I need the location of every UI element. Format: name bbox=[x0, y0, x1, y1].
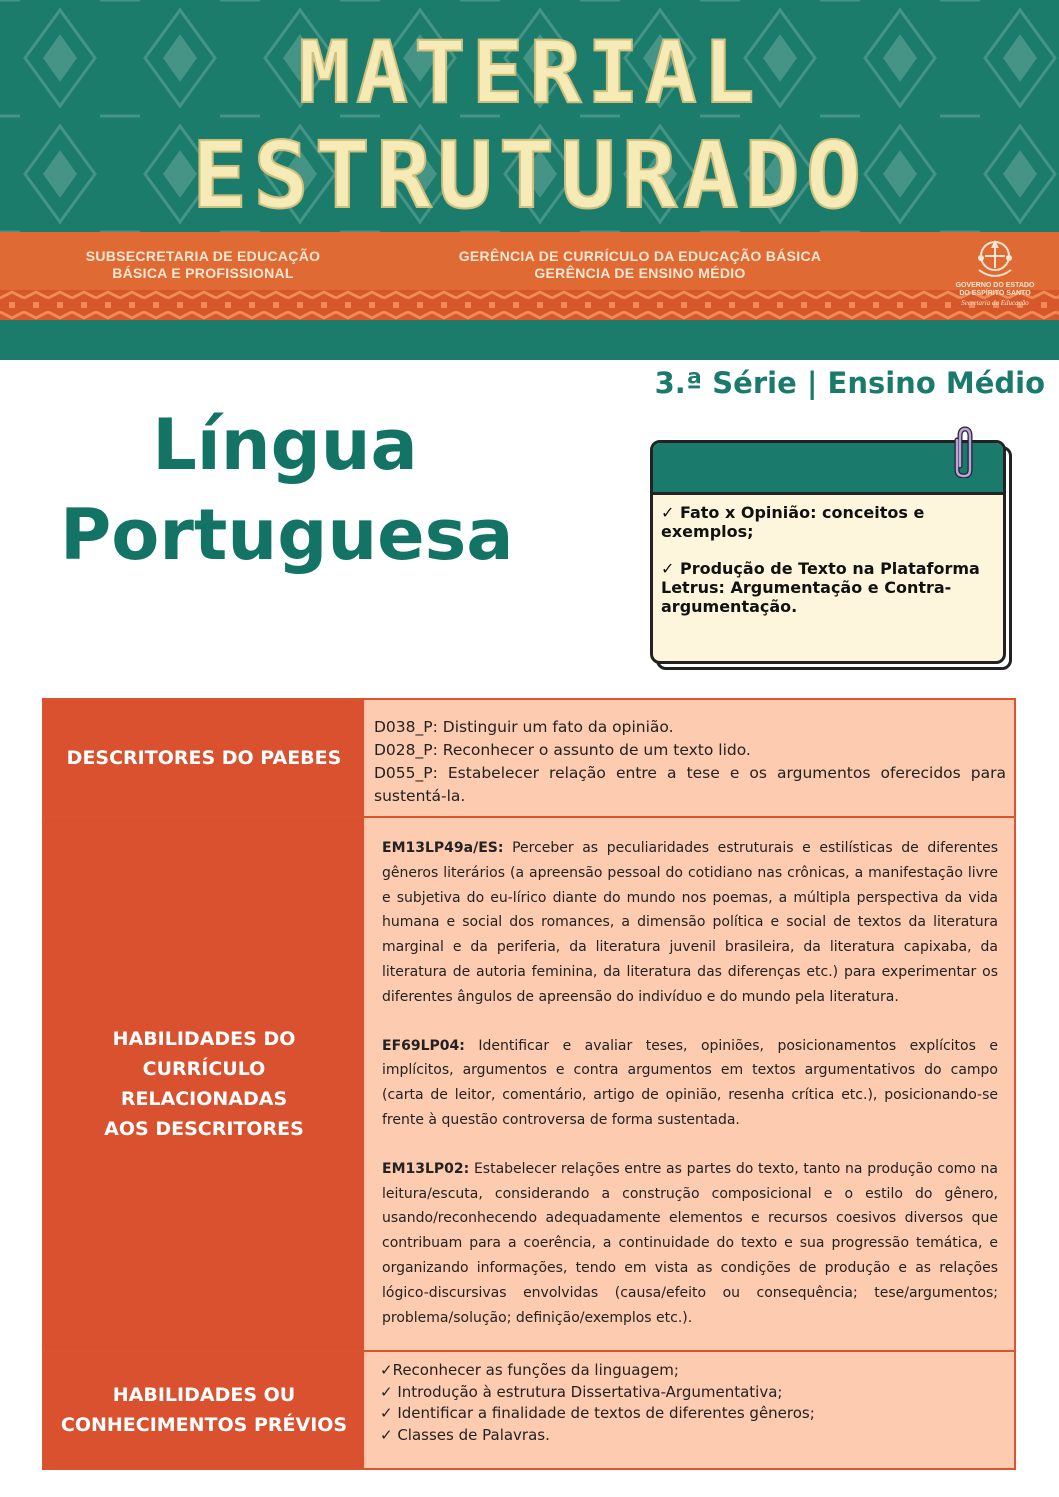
habilidades-label bbox=[44, 818, 366, 1350]
card-header bbox=[653, 443, 1003, 495]
habilidades-content bbox=[366, 818, 1014, 1350]
header-banner bbox=[0, 0, 1059, 360]
previo-item: ✓ Classes de Palavras. bbox=[380, 1425, 550, 1444]
previo-item: ✓ Identificar a finalidade de textos de diferentes gêneros; bbox=[380, 1404, 815, 1422]
subsecretaria-label bbox=[58, 248, 348, 282]
descriptors-table bbox=[42, 698, 1016, 1470]
previo-item: ✓ Introdução à estrutura Dissertativa-Argumentativa; bbox=[380, 1382, 783, 1401]
previos-label bbox=[44, 1352, 366, 1468]
crest-line2: DO ESPÍRITO SANTO bbox=[959, 290, 1031, 297]
habilidade-text: Estabelecer relações entre as partes do texto, tanto na produção como na leitura/escuta, considerando a construção composicional e o estilo do gênero, usando/reconhecendo adequadamente elementos e recursos coesivos diversos que contribuam para a coerência, a continuidade do texto e sua progressão temática, e organizando informações, tendo em vista as condições de produção e as relações lógico-discursivas envolvidas (causa/efeito ou consequência; tese/argumentos; problema/solução; definição/exemplos etc.). bbox=[382, 1160, 998, 1326]
subject-line1: Língua bbox=[152, 404, 418, 486]
previos-label-line2: CONHECIMENTOS PRÉVIOS bbox=[60, 1414, 348, 1436]
habilidade-code: EM13LP02: bbox=[382, 1160, 470, 1177]
state-crest bbox=[950, 236, 1040, 318]
crest-icon bbox=[973, 236, 1017, 282]
habilidades-label-line2: CURRÍCULO bbox=[142, 1058, 266, 1080]
crest-line1: GOVERNO DO ESTADO bbox=[955, 282, 1035, 289]
row-descritores bbox=[44, 700, 1014, 818]
habilidade-text: Identificar e avaliar teses, opiniões, posicionamentos explícitos e implícitos, argumentos e contra argumentos em textos argumentativos do campo (carta de leitor, comentário, artigo de opinião, resenha crítica etc.), posicionando-se frente à questão controversa de forma sustentada. bbox=[382, 1037, 998, 1128]
subsecretaria-line1: SUBSECRETARIA DE EDUCAÇÃO bbox=[85, 248, 321, 264]
gerencia-line2: GERÊNCIA DE ENSINO MÉDIO bbox=[534, 265, 746, 281]
serie-label: 3.ª Série | Ensino Médio bbox=[654, 366, 1045, 400]
habilidade-code: EF69LP04: bbox=[382, 1037, 465, 1054]
card-topic-1: ✓ Fato x Opinião: conceitos e exemplos; bbox=[661, 503, 925, 541]
habilidades-label-line4: AOS DESCRITORES bbox=[104, 1118, 304, 1140]
subject-line2: Portuguesa bbox=[60, 494, 514, 576]
card-topic-2: ✓ Produção de Texto na Plataforma Letrus: Argumentação e Contra-argumentação. bbox=[661, 559, 980, 616]
row-habilidades bbox=[44, 818, 1014, 1352]
subject-title bbox=[60, 400, 514, 580]
habilidade-code: EM13LP49a/ES: bbox=[382, 840, 504, 856]
teal-bottom-strip bbox=[0, 320, 1059, 360]
habilidade-text: Perceber as peculiaridades estruturais e estilísticas de diferentes gêneros literários (a apreensão pessoal do cotidiano nas crônicas, a manifestação livre e subjetiva do eu-lírico diante do mundo nos poemas, a múltipla perspectiva da vida humana e social dos romances, a dimensão política e social de textos da literatura marginal e da periferia, da literatura juvenil brasileira, da literatura capixaba, da literatura de autoria feminina, da literatura das diferenças etc.) para experimentar os diferentes ângulos de apreensão do indivíduo e do mundo pela literatura. bbox=[382, 840, 998, 1005]
crest-sub: Secretaria da Educação bbox=[961, 299, 1029, 307]
previo-item: ✓Reconhecer as funções da linguagem; bbox=[380, 1361, 679, 1379]
banner-title-line2: ESTRUTURADO bbox=[191, 122, 868, 229]
habilidade-paragraph bbox=[382, 1157, 998, 1331]
previos-label-line1: HABILIDADES OU bbox=[112, 1384, 296, 1406]
gerencia-label bbox=[430, 248, 850, 282]
descritor-item: D055_P: Estabelecer relação entre a tese e os argumentos oferecidos para sustentá-la. bbox=[374, 764, 1006, 805]
descritor-item: D038_P: Distinguir um fato da opinião. bbox=[374, 718, 674, 736]
band-pattern bbox=[0, 290, 1059, 320]
banner-title-line1: MATERIAL bbox=[298, 23, 761, 123]
habilidade-paragraph bbox=[382, 836, 998, 1010]
card-body bbox=[653, 495, 1003, 616]
subsecretaria-line2: BÁSICA E PROFISSIONAL bbox=[112, 265, 294, 281]
descritores-content bbox=[366, 700, 1014, 816]
previos-content bbox=[366, 1352, 1014, 1468]
banner-title bbox=[0, 23, 1059, 229]
paperclip-icon bbox=[952, 426, 978, 478]
habilidade-paragraph bbox=[382, 1034, 998, 1133]
gerencia-line1: GERÊNCIA DE CURRÍCULO DA EDUCAÇÃO BÁSICA bbox=[458, 248, 822, 264]
row-previos bbox=[44, 1352, 1014, 1468]
descritor-item: D028_P: Reconhecer o assunto de um texto lido. bbox=[374, 741, 751, 759]
habilidades-label-line1: HABILIDADES DO bbox=[112, 1028, 296, 1050]
descritores-label: DESCRITORES DO PAEBES bbox=[44, 700, 366, 816]
habilidades-label-line3: RELACIONADAS bbox=[120, 1088, 288, 1110]
